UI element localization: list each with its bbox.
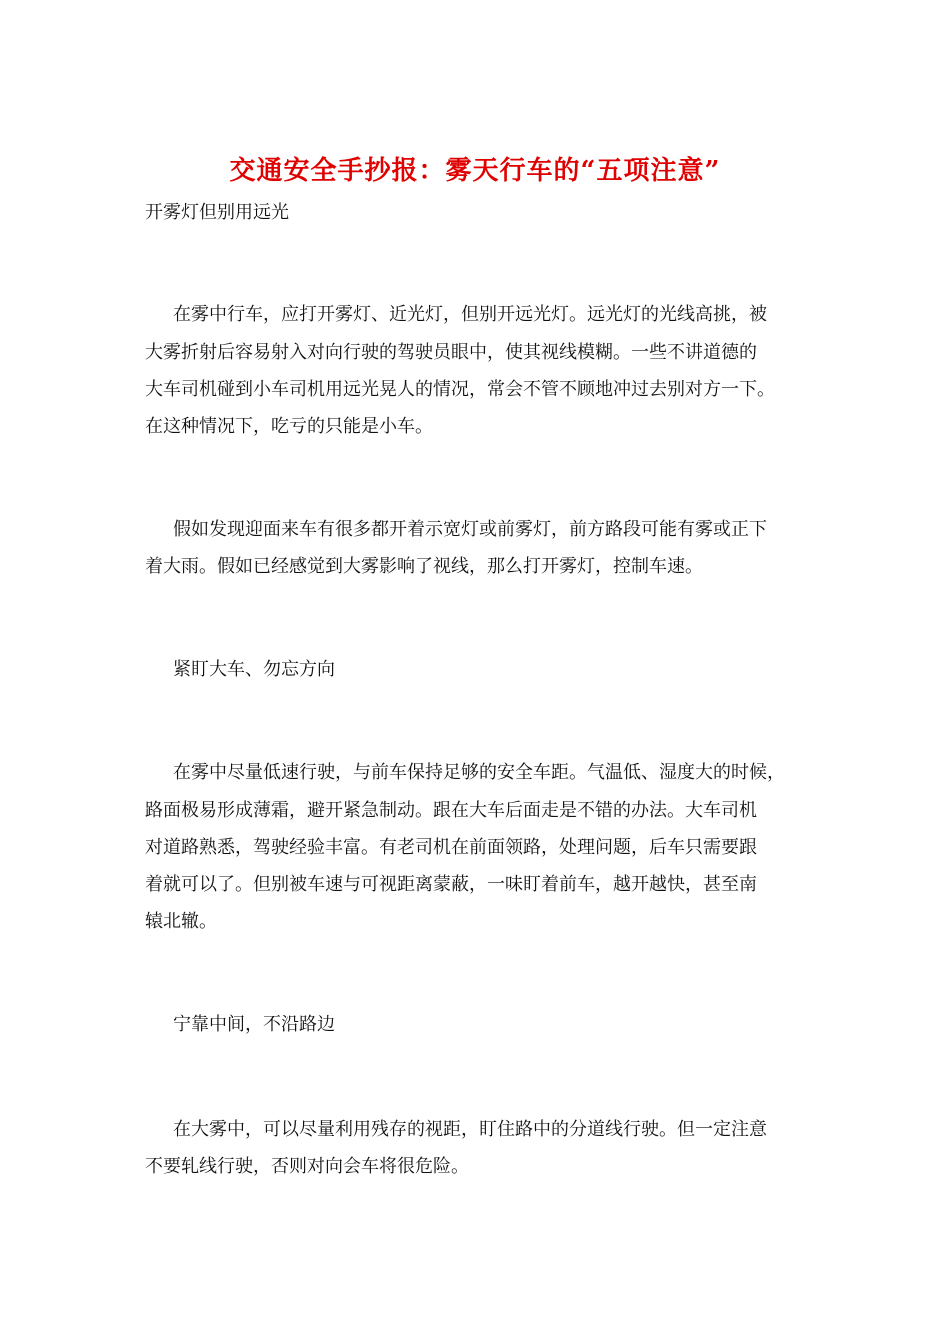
paragraph-line: 在雾中行车，应打开雾灯、近光灯，但别开远光灯。远光灯的光线高挑，被 [173, 304, 767, 325]
paragraph-line: 辕北辙。 [145, 911, 217, 932]
paragraph-line: 着大雨。假如已经感觉到大雾影响了视线，那么打开雾灯，控制车速。 [145, 556, 703, 577]
paragraph-line: 在大雾中，可以尽量利用残存的视距，盯住路中的分道线行驶。但一定注意 [173, 1119, 767, 1140]
paragraph-line: 对道路熟悉，驾驶经验丰富。有老司机在前面领路，处理问题，后车只需要跟 [145, 837, 757, 858]
paragraph-line: 假如发现迎面来车有很多都开着示宽灯或前雾灯，前方路段可能有雾或正下 [173, 519, 767, 540]
paragraph-line: 不要轧线行驶，否则对向会车将很危险。 [145, 1156, 469, 1177]
paragraph-line: 路面极易形成薄霜，避开紧急制动。跟在大车后面走是不错的办法。大车司机 [145, 800, 757, 821]
section-heading: 紧盯大车、勿忘方向 [173, 659, 335, 680]
paragraph-line: 在这种情况下，吃亏的只能是小车。 [145, 416, 433, 437]
paragraph-line: 着就可以了。但别被车速与可视距离蒙蔽，一味盯着前车，越开越快，甚至南 [145, 874, 757, 895]
paragraph-line: 在雾中尽量低速行驶，与前车保持足够的安全车距。气温低、湿度大的时候， [173, 762, 785, 783]
paragraph-line: 大车司机碰到小车司机用远光晃人的情况，常会不管不顾地冲过去别对方一下。 [145, 379, 775, 400]
section-heading: 宁靠中间，不沿路边 [173, 1014, 335, 1035]
document-title: 交通安全手抄报：雾天行车的“五项注意” [229, 156, 721, 186]
paragraph-line: 大雾折射后容易射入对向行驶的驾驶员眼中，使其视线模糊。一些不讲道德的 [145, 342, 757, 363]
section-heading: 开雾灯但别用远光 [145, 202, 289, 223]
